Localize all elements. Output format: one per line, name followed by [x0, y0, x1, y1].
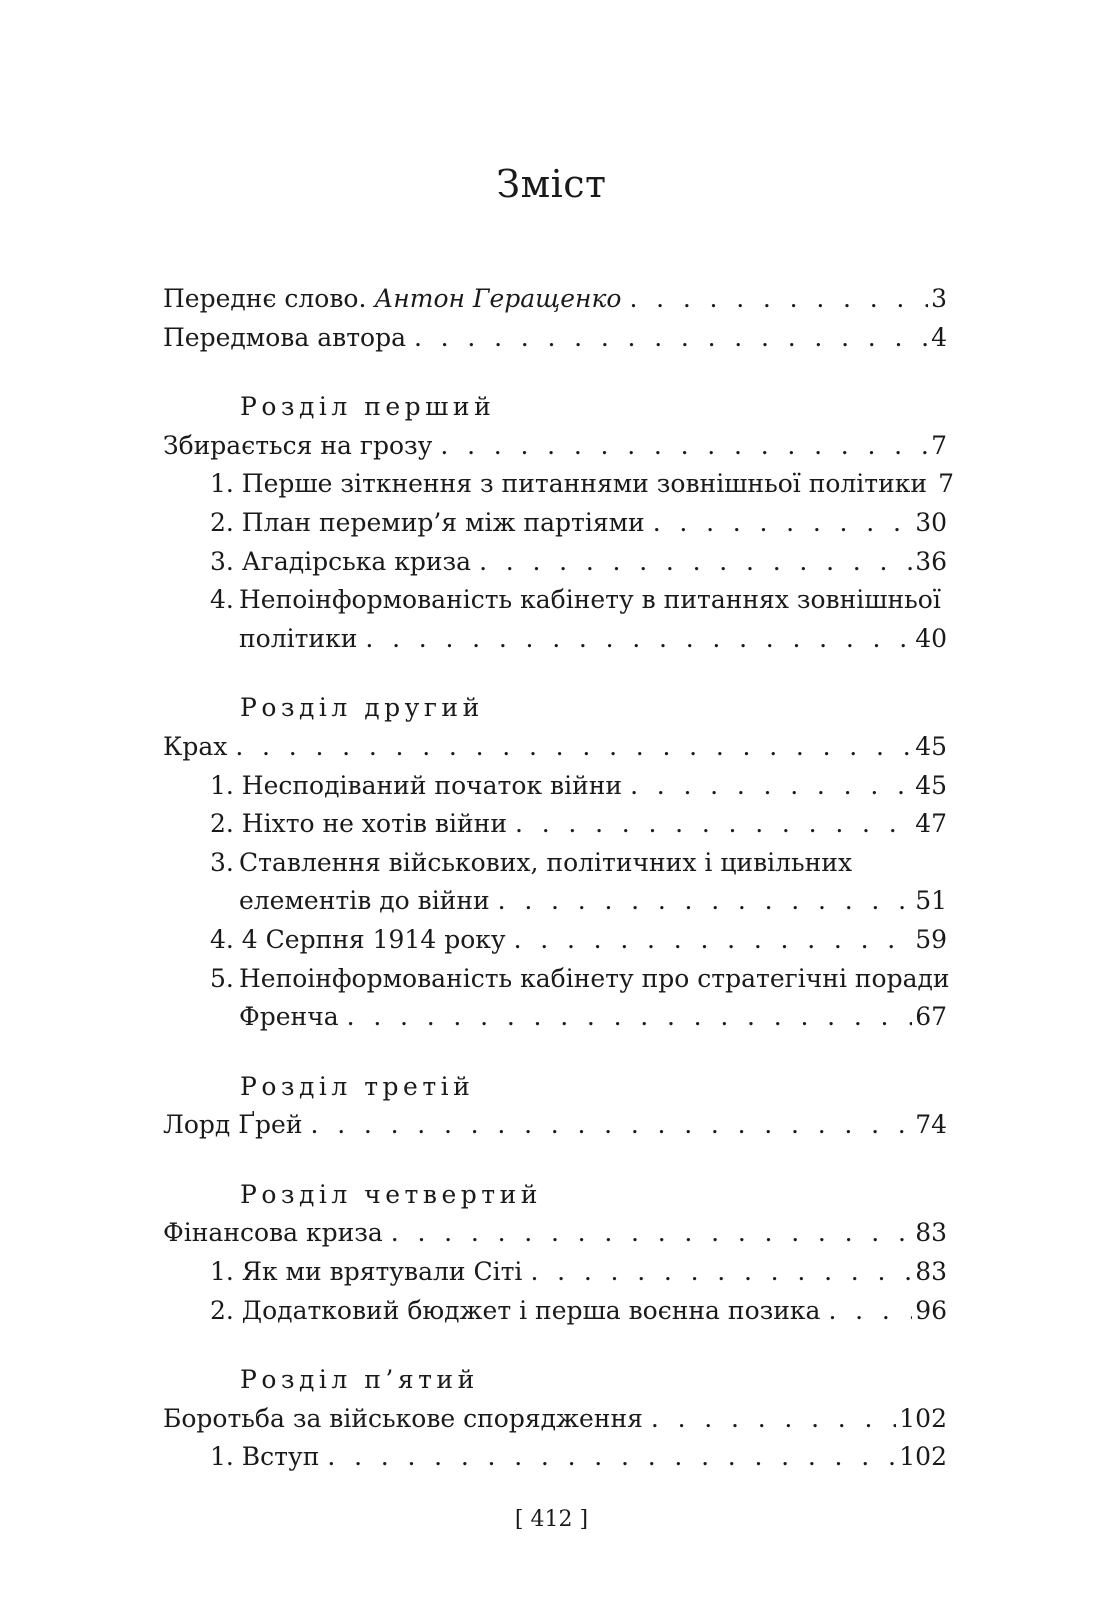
dot-leader — [514, 921, 913, 960]
entry-number: 4. — [210, 585, 234, 615]
toc-entry-chapter[interactable] — [163, 1106, 947, 1145]
toc-entry-subsection[interactable] — [163, 465, 954, 504]
entry-text: Збирається на грозу — [163, 430, 433, 460]
toc-entry-author-preface[interactable] — [163, 319, 947, 358]
page-number: 83 — [915, 1218, 947, 1248]
toc-entry-subsection[interactable] — [163, 1292, 947, 1331]
dot-leader — [828, 1292, 912, 1331]
chapter-label: Розділ п’ятий — [240, 1365, 479, 1395]
entry-number: 3. — [210, 847, 234, 877]
toc-entry-subsection[interactable] — [163, 844, 947, 883]
dot-leader — [515, 805, 912, 844]
entry-text: Передмова автора — [163, 322, 406, 352]
entry-text: Непоінформованість кабінету про стратегічні поради — [239, 963, 950, 993]
chapter-label: Розділ третій — [240, 1071, 475, 1101]
page-number: 47 — [915, 809, 947, 839]
entry-text: 1. Вступ — [210, 1442, 320, 1472]
page-number: 102 — [899, 1403, 947, 1433]
dot-leader — [479, 543, 912, 582]
page-number: 4 — [931, 322, 947, 352]
dot-leader — [347, 998, 913, 1037]
entry-text: політики — [239, 623, 358, 653]
page-number: 36 — [915, 546, 947, 576]
entry-text: Непоінформованість кабінету в питаннях зовнішньої — [239, 585, 941, 615]
page-number: 45 — [915, 770, 947, 800]
page-number: 30 — [915, 507, 947, 537]
dot-leader — [365, 620, 912, 659]
entry-number: 5. — [210, 963, 234, 993]
chapter-label: Розділ перший — [240, 392, 496, 422]
page-folio: [ 412 ] — [514, 1507, 589, 1532]
toc-entry-chapter[interactable] — [163, 1400, 947, 1439]
entry-text: Переднє слово. — [163, 284, 375, 313]
page-number: 67 — [915, 1002, 947, 1032]
dot-leader — [530, 1253, 912, 1292]
entry-text: 4. 4 Серпня 1914 року — [210, 924, 506, 954]
page-number: 96 — [915, 1295, 947, 1325]
entry-text: 3. Агадірська криза — [210, 546, 472, 576]
page-number: 51 — [915, 886, 947, 916]
chapter-label: Розділ четвертий — [240, 1179, 542, 1209]
entry-text: 1. Як ми врятували Сіті — [210, 1257, 523, 1287]
page-number: 74 — [915, 1110, 947, 1140]
dot-leader — [311, 1106, 913, 1145]
entry-text: елементів до війни — [239, 886, 490, 916]
toc-entry-subsection[interactable] — [163, 960, 950, 999]
dot-leader — [653, 504, 912, 543]
toc-entry-chapter[interactable] — [163, 728, 947, 767]
page-number: 7 — [938, 469, 954, 499]
page-number: 45 — [915, 731, 947, 761]
toc-entry-continuation[interactable] — [163, 620, 947, 659]
dot-leader — [498, 882, 913, 921]
entry-text: Лорд Ґрей — [163, 1110, 303, 1140]
toc-entry-subsection[interactable] — [163, 504, 947, 543]
dot-leader — [651, 1400, 896, 1439]
table-of-contents — [163, 280, 954, 1477]
page-number: 83 — [915, 1257, 947, 1287]
entry-text: 1. Несподіваний початок війни — [210, 770, 623, 800]
toc-entry-subsection[interactable] — [163, 767, 947, 806]
entry-text: Крах — [163, 731, 228, 761]
toc-entry-chapter[interactable] — [163, 427, 947, 466]
chapter-label: Розділ другий — [240, 693, 484, 723]
entry-text: 2. Ніхто не хотів війни — [210, 809, 507, 839]
page-number: 59 — [915, 924, 947, 954]
toc-entry-continuation[interactable] — [163, 882, 947, 921]
entry-text: Боротьба за військове спорядження — [163, 1403, 643, 1433]
dot-leader — [414, 319, 928, 358]
entry-text: 2. План перемир’я між партіями — [210, 507, 645, 537]
toc-entry-subsection[interactable] — [163, 543, 947, 582]
toc-entry-continuation[interactable] — [163, 998, 947, 1037]
page-number: 40 — [915, 623, 947, 653]
entry-text: 1. Перше зіткнення з питаннями зовнішньої політики — [210, 469, 928, 499]
dot-leader — [629, 280, 928, 319]
page-number: 7 — [931, 430, 947, 460]
entry-text: Френча — [239, 1002, 339, 1032]
toc-entry-subsection[interactable] — [163, 921, 947, 960]
dot-leader — [440, 427, 928, 466]
entry-text: 2. Додатковий бюджет і перша воєнна позика — [210, 1295, 821, 1325]
dot-leader — [235, 728, 912, 767]
dot-leader — [630, 767, 912, 806]
page-title: Зміст — [496, 162, 607, 206]
entry-text: Фінансова криза — [163, 1218, 383, 1248]
dot-leader — [327, 1438, 896, 1477]
page-number: 102 — [899, 1442, 947, 1472]
toc-entry-subsection[interactable] — [163, 805, 947, 844]
toc-entry-subsection[interactable] — [163, 1438, 947, 1477]
entry-text: Ставлення військових, політичних і цивільних — [239, 847, 853, 877]
page-number: 3 — [931, 284, 947, 313]
toc-entry-foreword[interactable] — [163, 280, 947, 319]
toc-entry-subsection[interactable] — [163, 581, 947, 620]
toc-entry-chapter[interactable] — [163, 1214, 947, 1253]
dot-leader — [391, 1214, 912, 1253]
toc-entry-subsection[interactable] — [163, 1253, 947, 1292]
entry-author: Антон Геращенко — [374, 284, 622, 313]
